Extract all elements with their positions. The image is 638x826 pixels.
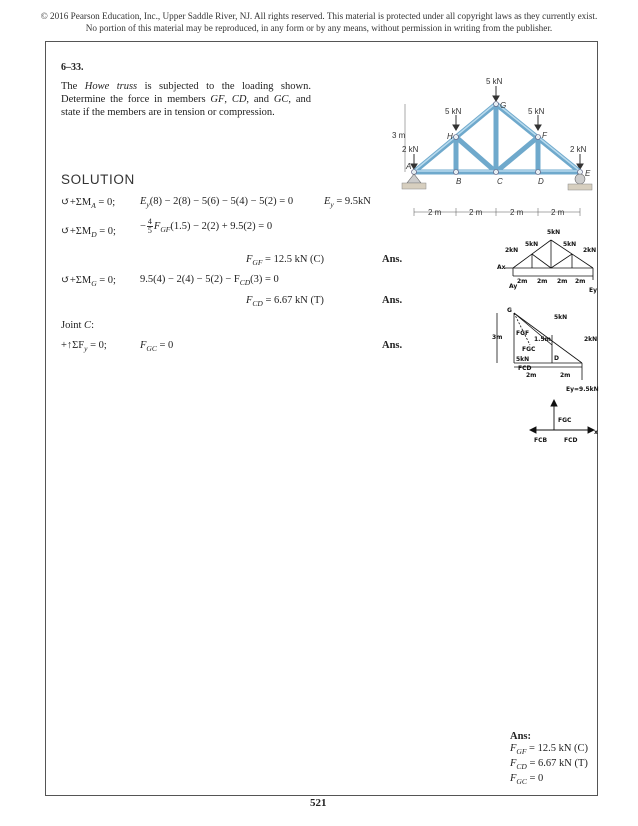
load-label-f: 5 kN: [528, 107, 545, 116]
svg-text:5kN: 5kN: [563, 241, 577, 248]
svg-text:2kN: 2kN: [584, 336, 598, 343]
equation-moment-g: $↺+\Sigma M_G = 0$;: [61, 275, 116, 289]
fbd-sketch-joint-c: [522, 398, 602, 450]
span-label-4: 2 m: [551, 208, 565, 217]
svg-text:FGC: FGC: [558, 417, 572, 424]
svg-text:2m: 2m: [537, 278, 548, 285]
svg-text:2m: 2m: [575, 278, 586, 285]
howe-truss-figure: [390, 72, 600, 222]
load-label-a: 2 kN: [402, 145, 419, 154]
equation-moment-a-body: $E_y(8) - 2(8) - 5(6) - 5(4) - 5(2) = 0$: [140, 196, 294, 210]
svg-text:5kN: 5kN: [525, 241, 539, 248]
ans-marker-2: Ans.: [382, 295, 403, 306]
problem-number: 6–33.: [61, 62, 84, 73]
joint-c-heading: Joint C:: [61, 320, 94, 331]
equation-moment-d-body: − $\frac{4}{5}F_{GF}(1.5) - 2(2) + 9.5(2) = 0$: [140, 217, 273, 235]
svg-text:FCD: FCD: [518, 365, 532, 372]
result-fcd: $F_{CD} = 6.67$ kN (T): [246, 295, 324, 309]
answer-fgc: $F_{GC} = 0$: [510, 773, 544, 787]
fbd-sketch-section: [492, 305, 602, 395]
answer-fgf: $F_{GF} = 12.5$ kN (C): [510, 743, 589, 757]
node-label-c: C: [497, 177, 503, 186]
support-a: [402, 174, 426, 189]
svg-text:FGF: FGF: [516, 330, 530, 337]
fbd-sketch-whole-truss: [495, 228, 600, 300]
equation-sum-fy: $+↑\Sigma F_y = 0$;: [61, 340, 107, 354]
answers-title: Ans:: [510, 731, 532, 742]
ans-marker-1: Ans.: [382, 254, 403, 265]
load-label-g: 5 kN: [486, 77, 503, 86]
truss-members: [414, 104, 580, 172]
node-label-b: B: [456, 177, 462, 186]
answer-fcd: $F_{CD} = 6.67$ kN (T): [510, 758, 588, 772]
frame-bottom-rule: [45, 795, 598, 796]
height-label: 3 m: [392, 131, 406, 140]
svg-text:1.5m: 1.5m: [534, 336, 551, 343]
node-label-e: E: [585, 169, 591, 178]
span-label-1: 2 m: [428, 208, 442, 217]
node-label-h: H: [447, 132, 453, 141]
svg-text:2m: 2m: [526, 372, 537, 379]
load-label-e: 2 kN: [570, 145, 587, 154]
svg-text:Ey: Ey: [589, 287, 598, 294]
node-label-f: F: [542, 131, 547, 140]
equation-ey-result: $E_y = 9.5kN$: [324, 196, 371, 210]
answers-summary: [510, 731, 588, 788]
svg-text:Ax: Ax: [497, 264, 506, 271]
span-label-2: 2 m: [469, 208, 483, 217]
svg-text:2m: 2m: [517, 278, 528, 285]
svg-text:2kN: 2kN: [583, 247, 597, 254]
svg-text:x: x: [594, 429, 598, 436]
load-label-h: 5 kN: [445, 107, 462, 116]
svg-text:Ay: Ay: [509, 283, 518, 290]
svg-text:2m: 2m: [560, 372, 571, 379]
svg-text:5kN: 5kN: [554, 314, 568, 321]
span-label-3: 2 m: [510, 208, 524, 217]
svg-text:5kN: 5kN: [547, 229, 561, 236]
node-label-a: A: [406, 162, 412, 171]
result-fgf: $F_{GF} = 12.5$ kN (C): [246, 254, 325, 268]
ans-marker-3: Ans.: [382, 340, 403, 351]
svg-text:2kN: 2kN: [505, 247, 519, 254]
svg-text:FCD: FCD: [564, 437, 578, 444]
svg-text:2m: 2m: [557, 278, 568, 285]
page-number: 521: [310, 797, 327, 809]
svg-text:D: D: [554, 355, 559, 362]
svg-text:3m: 3m: [492, 334, 503, 341]
equation-moment-d: $↺+\Sigma M_D = 0$;: [61, 226, 116, 240]
svg-text:FGC: FGC: [522, 346, 536, 353]
solution-heading: SOLUTION: [61, 172, 135, 187]
svg-text:G: G: [507, 307, 512, 314]
svg-text:Ey=9.5kN: Ey=9.5kN: [566, 386, 599, 393]
copyright-notice: © 2016 Pearson Education, Inc., Upper Saddle River, NJ. All rights reserved. This material is protected under all copyright laws as they currently exist. No portion of this material may be reproduced, in any form or by any means, without permission in writing from the publisher.: [40, 11, 598, 33]
equation-moment-a: $↺+\Sigma M_A = 0$;: [61, 197, 116, 211]
equation-moment-g-body: $9.5(4) - 2(4) - 5(2) - F_{CD}(3) = 0$: [140, 274, 279, 288]
problem-statement: The Howe truss is subjected to the loading shown. Determine the force in members GF, CD, and GC, and state if the members are in tension or compression.: [61, 81, 312, 118]
result-fgc: $F_{GC} = 0$: [140, 340, 174, 354]
node-label-g: G: [500, 101, 507, 110]
node-label-d: D: [538, 177, 544, 186]
svg-text:5kN: 5kN: [516, 356, 530, 363]
svg-text:FCB: FCB: [534, 437, 548, 444]
